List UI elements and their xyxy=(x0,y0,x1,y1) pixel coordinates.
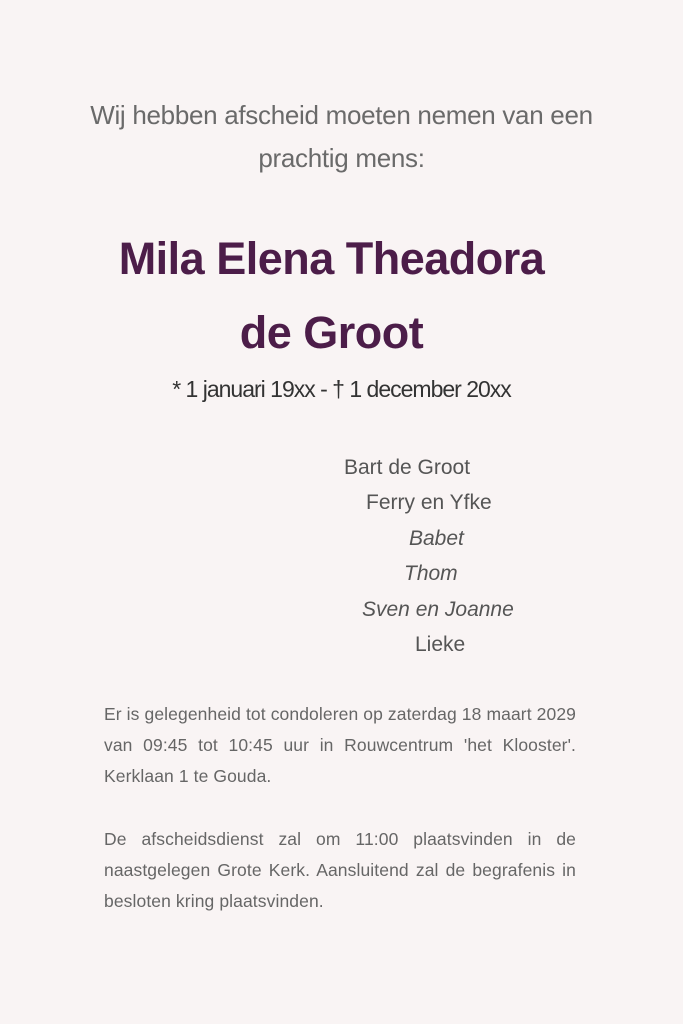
family-member: Babet xyxy=(409,526,464,550)
family-member: Ferry en Yfke xyxy=(366,491,492,515)
intro-text: Wij hebben afscheid moeten nemen van een prachtig mens: xyxy=(90,100,593,173)
condolence-paragraph: Er is gelegenheid tot condoleren op zaterdag 18 maart 2029 van 09:45 tot 10:45 uur in Rouwcentrum 'het Klooster'. Kerklaan 1 te Gouda. xyxy=(104,704,576,786)
family-member: Thom xyxy=(404,562,458,586)
family-list xyxy=(300,450,530,662)
service-paragraph: De afscheidsdienst zal om 11:00 plaatsvinden in de naastgelegen Grote Kerk. Aansluitend zal de begrafenis in besloten kring plaatsvinden. xyxy=(104,829,576,911)
family-member: Sven en Joanne xyxy=(362,597,514,621)
family-member: Lieke xyxy=(415,633,466,657)
deceased-name-line2: de Groot xyxy=(239,307,424,358)
birth-death-dates: * 1 januari 19xx - † 1 december 20xx xyxy=(172,376,511,402)
family-member: Bart de Groot xyxy=(344,456,471,479)
deceased-name-line1: Mila Elena Theadora xyxy=(118,233,545,284)
deceased-name xyxy=(40,222,623,370)
